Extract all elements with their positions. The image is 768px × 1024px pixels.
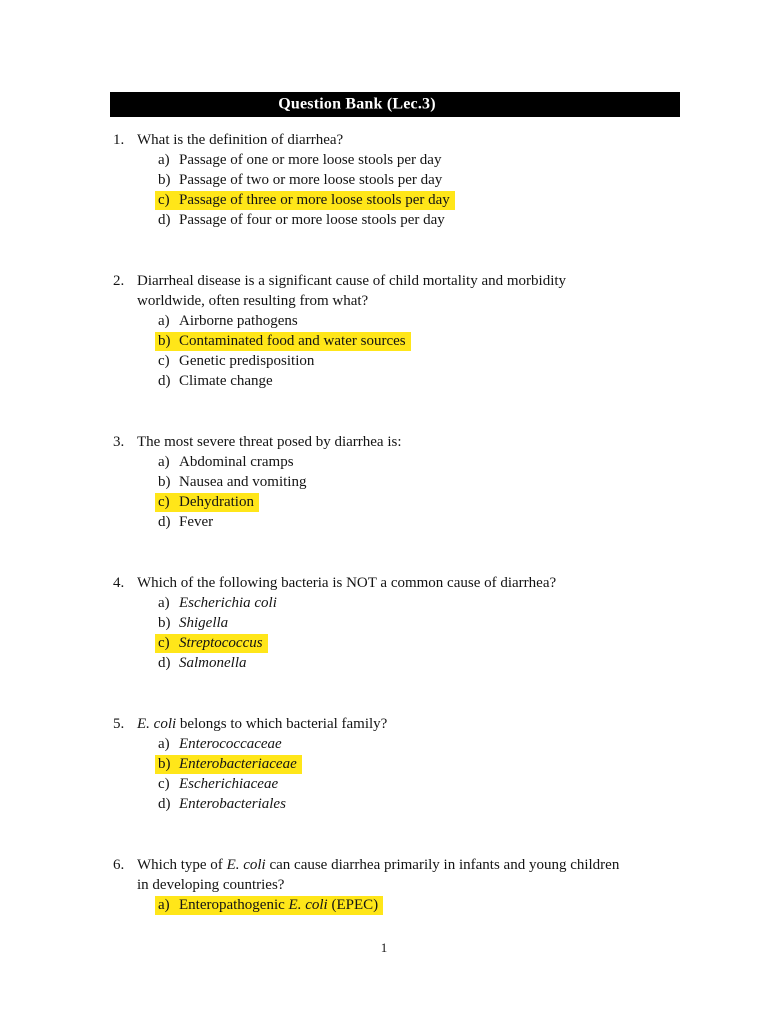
option-letter: d) <box>158 212 171 228</box>
question-line <box>113 714 681 734</box>
question-line <box>113 271 681 291</box>
text-segment: Enteropathogenic <box>179 897 289 913</box>
question-text <box>137 130 681 150</box>
option-list <box>113 452 681 532</box>
question-text <box>137 573 681 593</box>
question-number <box>113 291 137 311</box>
option-letter: d) <box>158 514 171 530</box>
italic-text: E. coli <box>288 897 328 913</box>
question <box>113 271 681 391</box>
text-segment: Passage of three or more loose stools per day <box>179 192 450 208</box>
option-text <box>179 353 314 369</box>
question-number: 6. <box>113 857 125 873</box>
option-letter: d) <box>158 373 171 389</box>
option-text <box>179 897 378 913</box>
option-letter: b) <box>158 756 171 772</box>
option-highlighted-answer <box>155 332 411 351</box>
option-list <box>113 150 681 230</box>
option-letter: c) <box>158 635 170 651</box>
question-line <box>113 855 681 875</box>
option-letter: c) <box>158 353 170 369</box>
option-text <box>179 373 273 389</box>
option-letter: b) <box>158 474 171 490</box>
text-segment: Dehydration <box>179 494 254 510</box>
option-content <box>158 353 314 369</box>
option-letter: c) <box>158 776 170 792</box>
option-letter: c) <box>158 192 170 208</box>
text-segment: Climate change <box>179 373 273 389</box>
option-text <box>179 776 278 792</box>
text-segment: What is the definition of diarrhea? <box>137 132 344 148</box>
option-letter: a) <box>158 454 170 470</box>
text-segment: Which of the following bacteria is NOT a common cause of diarrhea? <box>137 575 557 591</box>
option-letter: b) <box>158 333 171 349</box>
option-letter: b) <box>158 172 171 188</box>
option <box>158 331 681 351</box>
option-text <box>179 796 286 812</box>
option <box>158 190 681 210</box>
option <box>158 794 681 814</box>
option-content <box>158 514 213 530</box>
page-number: 1 <box>380 940 388 955</box>
option-content <box>158 454 294 470</box>
option-text <box>179 152 441 168</box>
italic-text: Enterobacteriaceae <box>179 756 297 772</box>
option-text <box>179 514 213 530</box>
italic-text: E. coli <box>137 716 177 732</box>
option <box>158 311 681 331</box>
text-segment: can cause diarrhea primarily in infants and young children <box>265 857 620 873</box>
option-text <box>179 474 306 490</box>
option <box>158 170 681 190</box>
question-line <box>113 875 681 895</box>
text-segment: Nausea and vomiting <box>179 474 307 490</box>
option-content <box>158 595 277 611</box>
option-text <box>179 333 406 349</box>
text-segment: Diarrheal disease is a significant cause of child mortality and morbidity <box>137 273 567 289</box>
option-text <box>179 212 445 228</box>
italic-text: E. coli <box>226 857 266 873</box>
option-content <box>158 172 442 188</box>
option-text <box>179 192 450 208</box>
option-letter: a) <box>158 897 170 913</box>
text-segment: The most severe threat posed by diarrhea is: <box>137 434 402 450</box>
question <box>113 130 681 230</box>
text-segment: worldwide, often resulting from what? <box>137 293 369 309</box>
option-content <box>158 796 286 812</box>
option-content <box>158 615 228 631</box>
option <box>158 734 681 754</box>
option-content <box>158 736 282 752</box>
option-content <box>158 212 445 228</box>
page-title: Question Bank (Lec.3) <box>278 95 436 113</box>
option-letter: a) <box>158 313 170 329</box>
option-text <box>179 313 298 329</box>
option <box>158 452 681 472</box>
question-number: 2. <box>113 273 125 289</box>
option <box>158 613 681 633</box>
option-letter: a) <box>158 736 170 752</box>
question-line <box>113 291 681 311</box>
italic-text: Escherichiaceae <box>179 776 279 792</box>
italic-text: Shigella <box>179 615 229 631</box>
option-text <box>179 756 297 772</box>
option-text <box>179 595 277 611</box>
option-text <box>179 655 247 671</box>
question-number: 5. <box>113 716 125 732</box>
option <box>158 512 681 532</box>
question <box>113 714 681 814</box>
option <box>158 593 681 613</box>
option-content <box>158 152 441 168</box>
question <box>113 573 681 673</box>
option-highlighted-answer <box>155 493 259 512</box>
option-text <box>179 635 263 651</box>
text-segment: Passage of one or more loose stools per day <box>179 152 442 168</box>
italic-text: Salmonella <box>179 655 247 671</box>
italic-text: Enterococcaceae <box>179 736 282 752</box>
option-list <box>113 895 681 915</box>
option-list <box>113 593 681 673</box>
option <box>158 754 681 774</box>
question-text <box>137 432 681 452</box>
option-highlighted-answer <box>155 896 383 915</box>
text-segment: in developing countries? <box>137 877 285 893</box>
option-text <box>179 172 442 188</box>
option-content <box>158 313 298 329</box>
question-list <box>113 130 681 915</box>
header-bar <box>110 92 680 117</box>
question-line <box>113 432 681 452</box>
text-segment: Airborne pathogens <box>179 313 298 329</box>
option <box>158 895 681 915</box>
option-text <box>179 454 294 470</box>
option-highlighted-answer <box>155 634 268 653</box>
option-list <box>113 734 681 814</box>
question-text <box>137 291 681 311</box>
option-highlighted-answer <box>155 191 455 210</box>
option <box>158 633 681 653</box>
italic-text: Escherichia coli <box>179 595 277 611</box>
option-list <box>113 311 681 391</box>
option <box>158 774 681 794</box>
option <box>158 371 681 391</box>
option <box>158 150 681 170</box>
text-segment: Genetic predisposition <box>179 353 315 369</box>
text-segment: belongs to which bacterial family? <box>176 716 388 732</box>
question-line <box>113 573 681 593</box>
question <box>113 432 681 532</box>
option <box>158 653 681 673</box>
option-content <box>158 655 247 671</box>
option-text <box>179 494 254 510</box>
option-letter: a) <box>158 152 170 168</box>
option-text <box>179 736 282 752</box>
option-letter: b) <box>158 615 171 631</box>
italic-text: Enterobacteriales <box>179 796 286 812</box>
option <box>158 210 681 230</box>
text-segment: Which type of <box>137 857 227 873</box>
question-number: 1. <box>113 132 125 148</box>
option-content <box>158 373 273 389</box>
option-highlighted-answer <box>155 755 302 774</box>
option-letter: d) <box>158 796 171 812</box>
option-letter: d) <box>158 655 171 671</box>
question-number: 3. <box>113 434 125 450</box>
option-letter: a) <box>158 595 170 611</box>
question-text <box>137 714 681 734</box>
option-content <box>158 474 306 490</box>
question-number <box>113 875 137 895</box>
question-number: 4. <box>113 575 125 591</box>
question-text <box>137 271 681 291</box>
italic-text: Streptococcus <box>179 635 263 651</box>
question-line <box>113 130 681 150</box>
option <box>158 492 681 512</box>
option-text <box>179 615 228 631</box>
option-content <box>158 776 278 792</box>
question-text <box>137 855 681 875</box>
question-text <box>137 875 681 895</box>
option <box>158 472 681 492</box>
text-segment: Passage of four or more loose stools per day <box>179 212 445 228</box>
option-letter: c) <box>158 494 170 510</box>
option <box>158 351 681 371</box>
text-segment: Fever <box>179 514 214 530</box>
question <box>113 855 681 915</box>
text-segment: Abdominal cramps <box>179 454 294 470</box>
content-area <box>113 130 681 956</box>
text-segment: (EPEC) <box>327 897 379 913</box>
text-segment: Passage of two or more loose stools per day <box>179 172 443 188</box>
text-segment: Contaminated food and water sources <box>179 333 406 349</box>
